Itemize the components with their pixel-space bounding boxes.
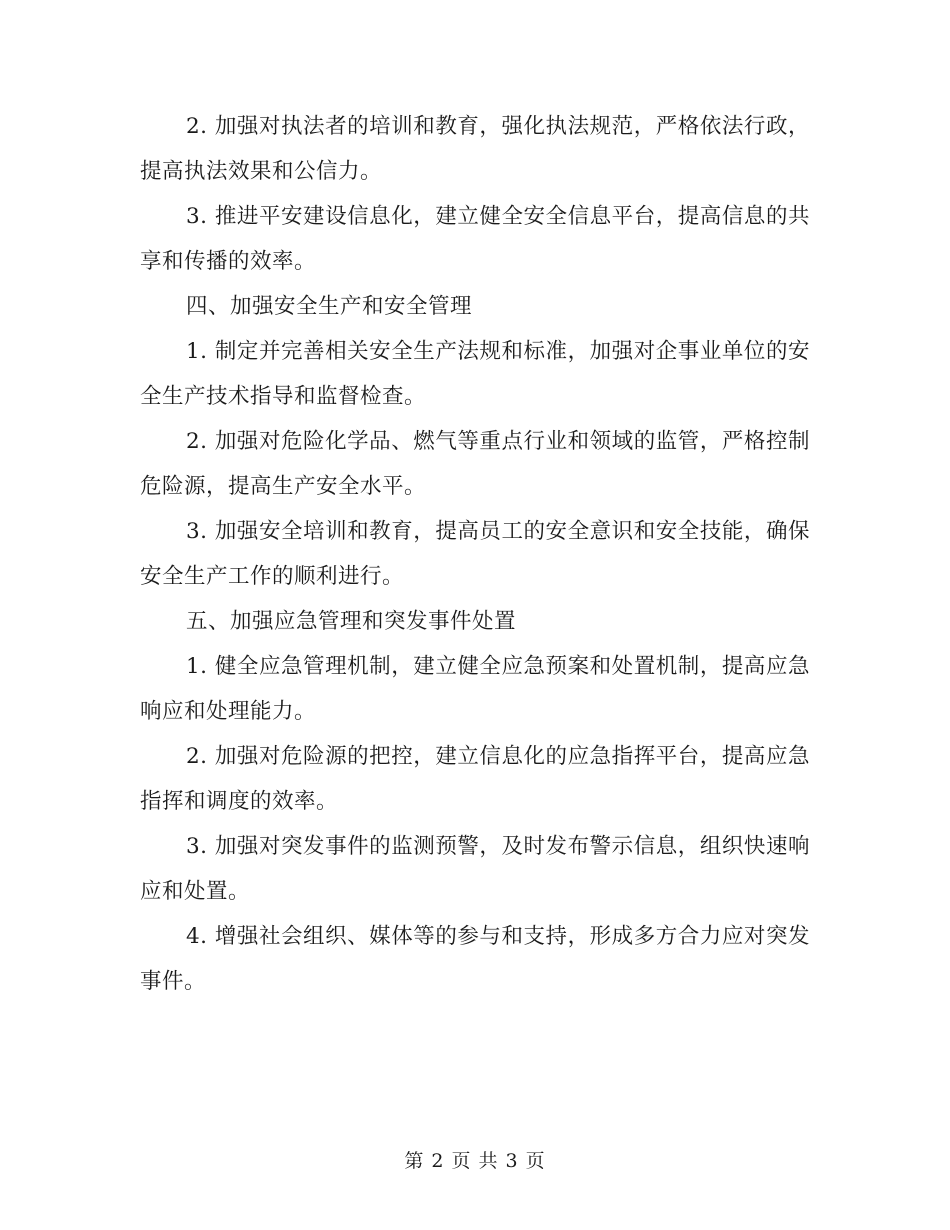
paragraph-command-platform: 2. 加强对危险源的把控，建立信息化的应急指挥平台，提高应急指挥和调度的效率。 [140,744,810,814]
paragraph-monitoring-warning: 3. 加强对突发事件的监测预警，及时发布警示信息，组织快速响应和处置。 [140,834,810,904]
paragraph-emergency-mechanism: 1. 健全应急管理机制，建立健全应急预案和处置机制，提高应急响应和处理能力。 [140,654,810,724]
document-body [140,104,810,1004]
paragraph-hazardous-chemicals: 2. 加强对危险化学品、燃气等重点行业和领域的监管，严格控制危险源，提高生产安全水平。 [140,429,810,499]
paragraph-informatization: 3. 推进平安建设信息化，建立健全安全信息平台，提高信息的共享和传播的效率。 [140,204,810,274]
paragraph-safety-regulations: 1. 制定并完善相关安全生产法规和标准，加强对企事业单位的安全生产技术指导和监督检查。 [140,339,810,409]
paragraph-law-enforcement-training: 2. 加强对执法者的培训和教育，强化执法规范，严格依法行政，提高执法效果和公信力。 [140,114,810,184]
section-heading-production-safety: 四、加强安全生产和安全管理 [186,294,473,319]
paragraph-social-participation: 4. 增强社会组织、媒体等的参与和支持，形成多方合力应对突发事件。 [140,924,810,994]
page-number-footer: 第 2 页 共 3 页 [404,1150,546,1172]
paragraph-safety-training: 3. 加强安全培训和教育，提高员工的安全意识和安全技能，确保安全生产工作的顺利进行。 [140,519,810,589]
section-heading-emergency-management: 五、加强应急管理和突发事件处置 [186,609,517,634]
